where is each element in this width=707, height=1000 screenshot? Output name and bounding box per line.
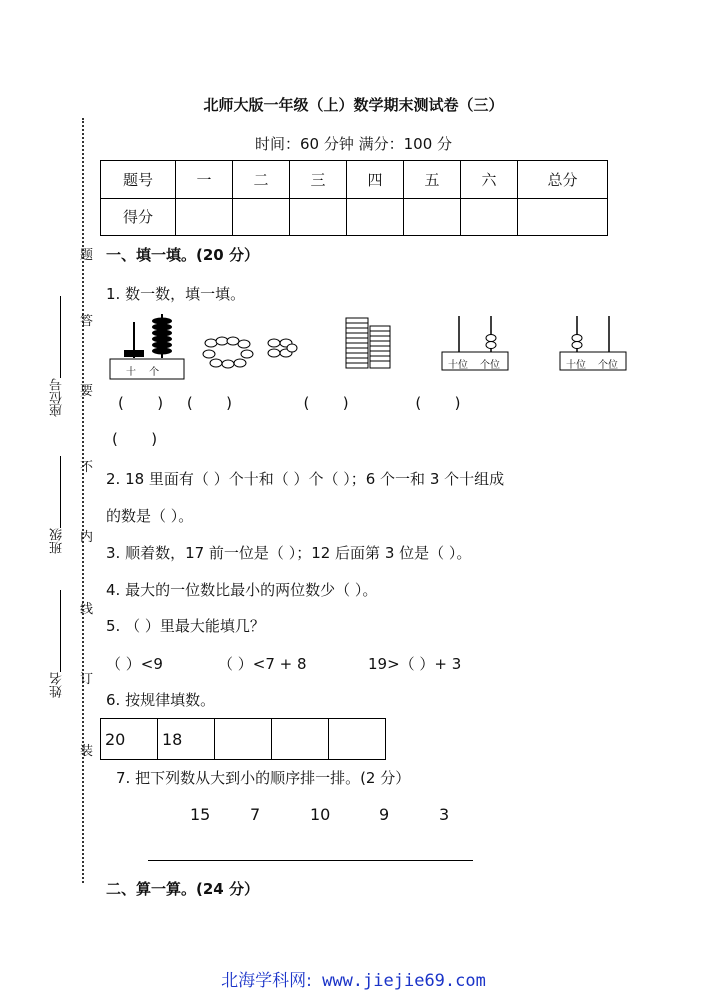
question-4: 4. 最大的一位数比最小的两位数少（ ）。: [106, 581, 378, 599]
header-cell: 题号: [101, 161, 176, 199]
score-table: [100, 160, 608, 236]
q7-number: 3: [439, 805, 450, 824]
margin-char: 装: [80, 744, 94, 759]
header-cell: 四: [347, 161, 404, 199]
q5-item: 19>（ ）+ 3: [368, 655, 462, 673]
ones-place-label: 个位: [480, 360, 500, 371]
sequence-table: [100, 718, 386, 760]
score-cell[interactable]: [176, 198, 233, 236]
q7-number: 10: [310, 805, 331, 824]
sequence-blank-cell[interactable]: [329, 719, 386, 760]
sequence-cell: 20: [101, 719, 158, 760]
q1-answer-blank[interactable]: ( ): [112, 430, 158, 448]
margin-char: 要: [80, 384, 94, 399]
header-cell: 五: [404, 161, 461, 199]
section-heading: 二、算一算。(24 分）: [106, 880, 259, 898]
score-table-header-row: [101, 161, 608, 199]
margin-char: 订: [80, 672, 94, 687]
question-7: 7. 把下列数从大到小的顺序排一排。(2 分）: [116, 769, 411, 787]
header-cell: 总分: [518, 161, 608, 199]
ten-beads-ring: [202, 334, 254, 370]
question-2: 2. 18 里面有（ ）个十和（ ）个（ ）；6 个一和 3 个十组成: [106, 470, 505, 488]
tens-place-label: 十位: [566, 360, 586, 371]
tens-ones-label: 十 个: [126, 367, 160, 378]
margin-char: 题: [80, 248, 94, 263]
class-label: 班级: [50, 528, 65, 554]
header-cell: 一: [176, 161, 233, 199]
section-heading: 一、填一填。(20 分）: [106, 246, 259, 264]
page-title: 北师大版一年级（上）数学期末测试卷（三）: [203, 96, 504, 114]
header-cell: 六: [461, 161, 518, 199]
tens-place-label: 十位: [448, 360, 468, 371]
q1-answer-blanks[interactable]: ( ) ( ) ( ) ( ): [118, 394, 461, 412]
margin-char: 内: [80, 530, 94, 545]
seat-number-label: 座位号: [50, 378, 65, 417]
sequence-blank-cell[interactable]: [215, 719, 272, 760]
q7-number: 9: [379, 805, 390, 824]
header-cell: 三: [290, 161, 347, 199]
ones-place-label: 个位: [598, 360, 618, 371]
score-cell[interactable]: [518, 198, 608, 236]
question-2-cont: 的数是（ ）。: [106, 507, 194, 525]
exam-info: 时间：60 分钟 满分：100 分: [254, 135, 453, 153]
q5-item: （ ）<7 + 8: [218, 655, 307, 673]
seat-number-blank[interactable]: [60, 296, 61, 378]
score-cell[interactable]: [233, 198, 290, 236]
footer-url[interactable]: www.jiejie69.com: [311, 971, 486, 991]
score-cell[interactable]: [461, 198, 518, 236]
header-cell: 二: [233, 161, 290, 199]
score-row-label: 得分: [101, 198, 176, 236]
stick-bundles: [344, 316, 392, 372]
question-3: 3. 顺着数，17 前一位是（ ）；12 后面第 3 位是（ ）。: [106, 544, 472, 562]
margin-char: 不: [80, 460, 94, 475]
question-1: 1. 数一数，填一填。: [106, 285, 246, 303]
sequence-blank-cell[interactable]: [272, 719, 329, 760]
sequence-cell: 18: [158, 719, 215, 760]
binding-dotted-line: [82, 118, 84, 883]
q5-item: （ ）<9: [106, 655, 163, 673]
q7-number: 7: [250, 805, 261, 824]
score-cell[interactable]: [347, 198, 404, 236]
loose-beads: [266, 336, 298, 362]
q7-number: 15: [190, 805, 211, 824]
footer-watermark: [0, 966, 707, 991]
margin-char: 答: [80, 314, 94, 329]
footer-site-name: 北海学科网:: [221, 971, 312, 991]
score-cell[interactable]: [290, 198, 347, 236]
question-6: 6. 按规律填数。: [106, 691, 216, 709]
class-blank[interactable]: [60, 456, 61, 528]
margin-char: 线: [80, 602, 94, 617]
q7-answer-line[interactable]: [148, 860, 473, 861]
name-blank[interactable]: [60, 590, 61, 672]
score-table-score-row: [101, 198, 608, 236]
question-5: 5. （ ）里最大能填几？: [106, 617, 265, 635]
name-label: 姓名: [50, 672, 65, 698]
score-cell[interactable]: [404, 198, 461, 236]
